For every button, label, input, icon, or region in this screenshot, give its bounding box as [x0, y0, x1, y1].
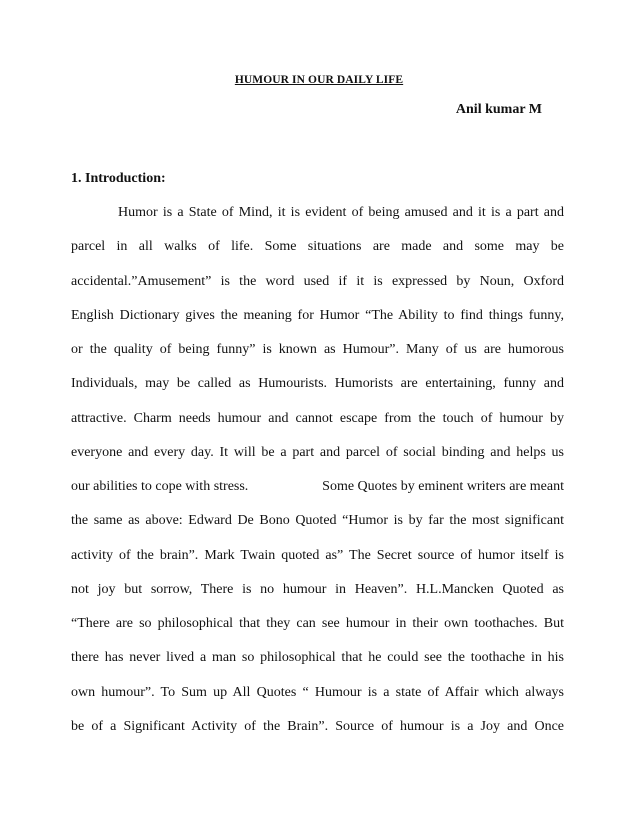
paragraph-line-left: our abilities to cope with stress.	[71, 479, 249, 494]
paragraph-line: not joy but sorrow, There is no humour in Heaven”. H.L.Mancken Quoted as	[71, 581, 564, 597]
paragraph-line: be of a Significant Activity of the Brain”. Source of humour is a Joy and Once	[71, 718, 564, 734]
paragraph-line: everyone and every day. It will be a part and parcel of social binding and helps us	[71, 444, 564, 460]
paragraph-line: Humor is a State of Mind, it is evident of being amused and it is a part and	[118, 205, 564, 220]
document-title: HUMOUR IN OUR DAILY LIFE	[234, 74, 404, 86]
paragraph-line-right: Some Quotes by eminent writers are meant	[322, 479, 564, 494]
paragraph-line: Individuals, may be called as Humourists. Humorists are entertaining, funny and	[71, 376, 564, 392]
paragraph-line: the same as above: Edward De Bono Quoted “Humor is by far the most significant	[71, 513, 564, 529]
author-name: Anil kumar M	[455, 102, 542, 117]
paragraph-line: there has never lived a man so philosophical that he could see the toothache in his	[71, 650, 564, 666]
body-paragraph	[71, 199, 564, 747]
paragraph-line: accidental.”Amusement” is the word used if it is expressed by Noun, Oxford	[71, 273, 564, 289]
paragraph-line: “There are so philosophical that they can see humour in their own toothaches. But	[71, 616, 564, 631]
section-heading: 1. Introduction:	[71, 171, 166, 186]
paragraph-line: English Dictionary gives the meaning for Humor “The Ability to find things funny,	[71, 307, 564, 323]
paragraph-line: activity of the brain”. Mark Twain quoted as” The Secret source of humor itself is	[71, 547, 564, 563]
paragraph-line: or the quality of being funny” is known as Humour”. Many of us are humorous	[71, 342, 564, 357]
paragraph-line: parcel in all walks of life. Some situations are made and some may be	[71, 239, 564, 255]
paragraph-line	[71, 473, 564, 507]
paragraph-line: own humour”. To Sum up All Quotes “ Humour is a state of Affair which always	[71, 684, 564, 700]
paragraph-line: attractive. Charm needs humour and cannot escape from the touch of humour by	[71, 410, 564, 426]
